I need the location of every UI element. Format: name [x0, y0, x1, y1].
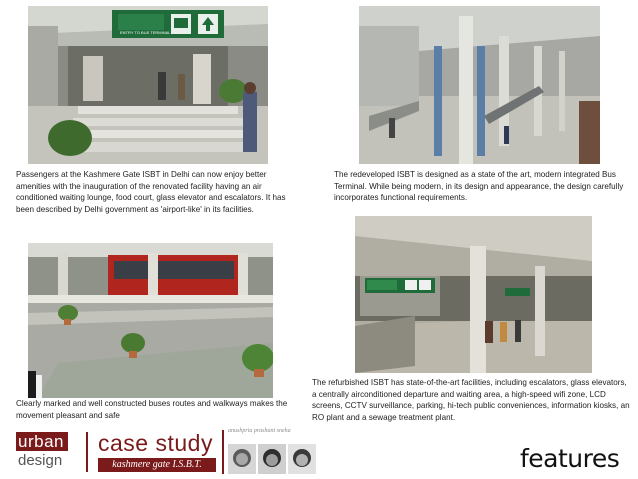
- sign-text: ENTRY TO BUS TERMINAL: [120, 30, 171, 35]
- bus-bay-photo: [28, 243, 273, 398]
- brand-line2: design: [18, 452, 63, 469]
- caption-bus-routes: Clearly marked and well constructed buses routes and walkways makes the movement pleasant and safe: [16, 399, 288, 420]
- caption-facilities: The refurbished ISBT has state-of-the-art facilities, including escalators, glass elevators, a centrally airconditioned departure and waiting area, a high-speed wifi zone, LCD screens, CCTV surveillance, parking, hi-tech public conveniences, information kiosks, an RO plant and a sewage treatment plant.: [312, 378, 630, 422]
- case-study-subtitle: kashmere gate I.S.B.T.: [98, 458, 216, 472]
- author-portraits: [228, 444, 318, 474]
- brand-line1: urban: [16, 432, 68, 451]
- entrance-photo: [28, 6, 268, 164]
- urban-design-logo: [16, 432, 88, 472]
- caption-design: The redeveloped ISBT is designed as a state of the art, modern integrated Bus Terminal. While being modern, in its design and appearance, the design carefully incorporates functional requirements.: [334, 170, 624, 202]
- departure-hall-photo: [355, 216, 592, 373]
- case-study-banner: [92, 430, 224, 474]
- section-title: features: [520, 444, 620, 473]
- interior-photo: [359, 6, 600, 164]
- caption-amenities: Passengers at the Kashmere Gate ISBT in Delhi can now enjoy better amenities with the inauguration of the renovated facility having an air conditioned waiting lounge, food court, glass elevator and escalators. It has been described by Delhi government as 'airport-like' in its facilities.: [16, 170, 286, 214]
- case-study-title: case study: [98, 430, 213, 456]
- authors-names: anushpria prashant sneha: [228, 428, 291, 434]
